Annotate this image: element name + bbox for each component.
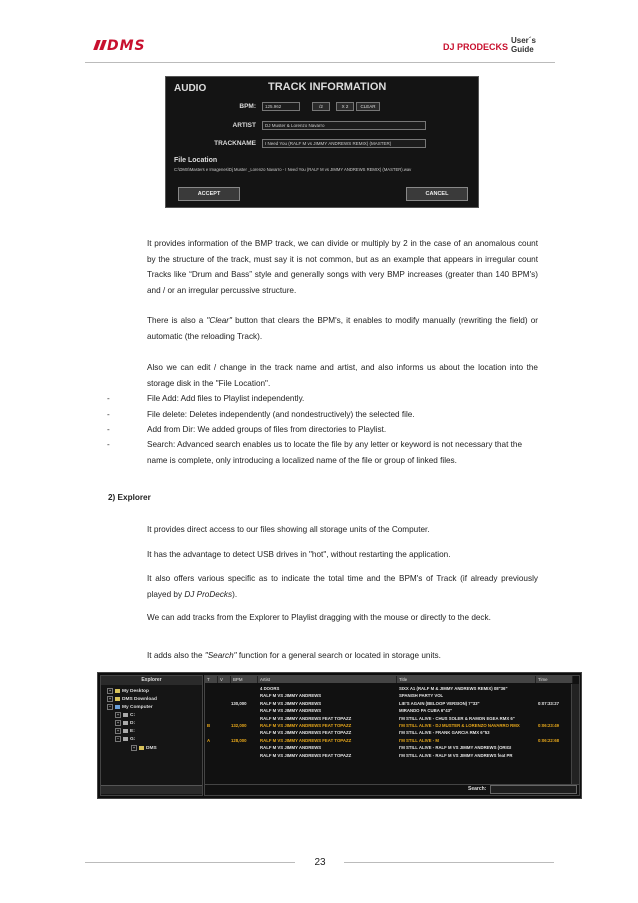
footer-divider-right (344, 862, 554, 863)
trackname-field[interactable]: I Need You (RALF M vs JIMMY ANDREWS REMIX) (MASTER) (262, 139, 426, 148)
tree-item-dms[interactable]: + DMS (132, 745, 157, 751)
column-header-v[interactable]: V (218, 676, 231, 683)
bpm-divide-button[interactable]: /2 (312, 102, 330, 111)
page-number: 23 (314, 857, 326, 868)
cancel-button[interactable]: CANCEL (406, 187, 468, 201)
page-header (85, 32, 555, 63)
tree-scrollbar[interactable] (101, 785, 202, 794)
footer-divider-left (85, 862, 295, 863)
dms-logo: DMS (95, 38, 146, 54)
table-row[interactable]: 4 DOORS SIXX A1 (RALF M & JIMMY ANDREWS REMIX) 08"36" (260, 686, 508, 691)
artist-label: ARTIST (232, 122, 256, 129)
drive-icon (123, 737, 128, 741)
audio-heading: AUDIO (174, 83, 207, 94)
product-name: DJ PRODECKS (443, 42, 509, 52)
tree-item-my-computer[interactable]: − My Computer (108, 704, 153, 710)
computer-icon (115, 705, 120, 709)
section-heading-explorer: 2) Explorer (108, 493, 151, 502)
column-header-t[interactable]: T (205, 676, 218, 683)
list-item: - Add from Dir: We added groups of files from directories to Playlist. (107, 425, 387, 434)
accept-button[interactable]: ACCEPT (178, 187, 240, 201)
folder-icon (115, 697, 120, 701)
paragraph-edit: Also we can edit / change in the track name and artist, and also informs us about the location into the storage disk in the "File Location". (147, 363, 538, 388)
file-location-label: File Location (174, 157, 218, 164)
column-header-artist[interactable]: Artist (258, 676, 397, 683)
paragraph-bpm-info: It provides information of the BMP track, we can divide or multiply by 2 in the case of an anomalous count by the structure of the track, must say it is not common, but as an example that appears in irregular count Tracks like “Drum and Bass” style and generally songs with very BMP increases (greater than 140 BPM's) and / or an irregular percussive structure. (147, 239, 538, 295)
prodecks-emphasis: DJ ProDecks (184, 589, 233, 599)
table-row[interactable]: RALF M VS JIMMY ANDREWS I'M STILL ALIVE - RALF M VS JIMMY ANDREWS (ORIGI (260, 745, 512, 751)
explorer-file-list (204, 675, 580, 796)
search-emphasis: "Search" (204, 651, 237, 660)
explorer-tree (100, 675, 203, 796)
paragraph-explorer-search: It adds also the "Search" function for a general search or located in storage units. (147, 651, 441, 660)
list-item: - File delete: Deletes independently (and nondestructively) the selected file. (107, 410, 415, 419)
paragraph-explorer-usb: It has the advantage to detect USB drives in "hot", without restarting the application. (147, 550, 451, 559)
drive-icon (123, 721, 128, 725)
bpm-label: BPM: (239, 103, 256, 110)
clear-emphasis: "Clear" (206, 316, 232, 325)
column-header-title[interactable]: Title (397, 676, 536, 683)
table-row[interactable]: RALF M VS JIMMY ANDREWS FEAT TOPAZZ I'M STILL ALIVE - FRANK GARCIA RMX 6"53 (260, 730, 490, 736)
tree-item-my-desktop[interactable]: + My Desktop (108, 688, 149, 694)
tree-item-drive-c[interactable]: + C: (116, 712, 136, 718)
list-item: - File Add: Add files to Playlist independently. (107, 394, 305, 403)
table-row[interactable]: A 128,000 RALF M VS JIMMY ANDREWS FEAT TOPAZZ I'M STILL ALIVE - M 0:06:22:68 (207, 737, 560, 743)
search-input[interactable] (490, 785, 577, 794)
tree-item-drive-g[interactable]: − G: (116, 736, 136, 742)
column-header-time[interactable]: Time (536, 676, 573, 683)
paragraph-explorer-access: It provides direct access to our files showing all storage units of the Computer. (147, 525, 430, 534)
list-scrollbar[interactable] (571, 684, 579, 784)
bpm-field[interactable]: 125.962 (262, 102, 300, 111)
drive-icon (123, 729, 128, 733)
artist-field[interactable]: DJ Muster & Lorenzo Navarro (262, 121, 426, 130)
paragraph-explorer-drag: We can add tracks from the Explorer to Playlist dragging with the mouse or directly to the deck. (147, 613, 491, 622)
search-label: Search: (468, 786, 487, 792)
table-row[interactable]: RALF M VS JIMMY ANDREWS SPANISH PARTY VOL (260, 693, 444, 699)
tree-item-drive-e[interactable]: + E: (116, 728, 135, 734)
tree-item-dms-download[interactable]: + DMS Download (108, 696, 157, 702)
track-information-panel (165, 76, 479, 208)
file-location-path: C:\DMS\Masters e Imagenes\Dj Muster _Lorenzo Navarro - I Need You (RALF M vs JIMMY ANDREWS REMIX) (MASTER).wav (174, 167, 412, 172)
users-guide-label: User´s Guide (511, 36, 536, 54)
table-row[interactable]: RALF M VS JIMMY ANDREWS MIRANDO PA CUBA 6"43" (260, 708, 453, 714)
table-row[interactable]: RALF M VS JIMMY ANDREWS FEAT TOPAZZ I'M STILL ALIVE - CHUS SOLER & RAMON EGEA RMX 6" (260, 715, 515, 721)
track-information-title: TRACK INFORMATION (268, 81, 387, 93)
folder-icon (115, 689, 120, 693)
table-row[interactable]: 130,000 RALF M VS JIMMY ANDREWS LIE'S AGAIN (BELOOP VERSION) 7"33" 0:07:33:27 (231, 700, 560, 706)
trackname-label: TRACKNAME (214, 140, 256, 147)
bpm-multiply-button[interactable]: X 2 (336, 102, 354, 111)
table-row[interactable]: B 132,000 RALF M VS JIMMY ANDREWS FEAT TOPAZZ I'M STILL ALIVE - DJ MUSTER & LORENZO NAVARRO RMX 0:06:23:49 (207, 723, 560, 728)
explorer-tree-header: Explorer (101, 676, 202, 685)
table-row[interactable]: RALF M VS JIMMY ANDREWS FEAT TOPAZZ I'M STILL ALIVE - RALF M VS JIMMY ANDREWS feat PR (260, 752, 513, 758)
drive-icon (123, 713, 128, 717)
explorer-panel (97, 672, 582, 799)
column-header-bpm[interactable]: BPM (231, 676, 258, 683)
folder-icon (139, 746, 144, 750)
paragraph-clear: There is also a "Clear" button that clears the BPM's, it enables to modify manually (rewriting the field) or automatic (the reloading Track). (147, 316, 538, 341)
list-item: - Search: Advanced search enables us to locate the file by any letter or keyword is not necessary that the name is complete, only introducing a localized name of the file or group of linked files. (107, 440, 523, 465)
tree-item-drive-d[interactable]: + D: (116, 720, 136, 726)
bpm-clear-button[interactable]: CLEAR (356, 102, 380, 111)
paragraph-explorer-time: It also offers various specific as to indicate the total time and the BPM's of Track (if already previously played by DJ ProDecks). (147, 574, 538, 599)
